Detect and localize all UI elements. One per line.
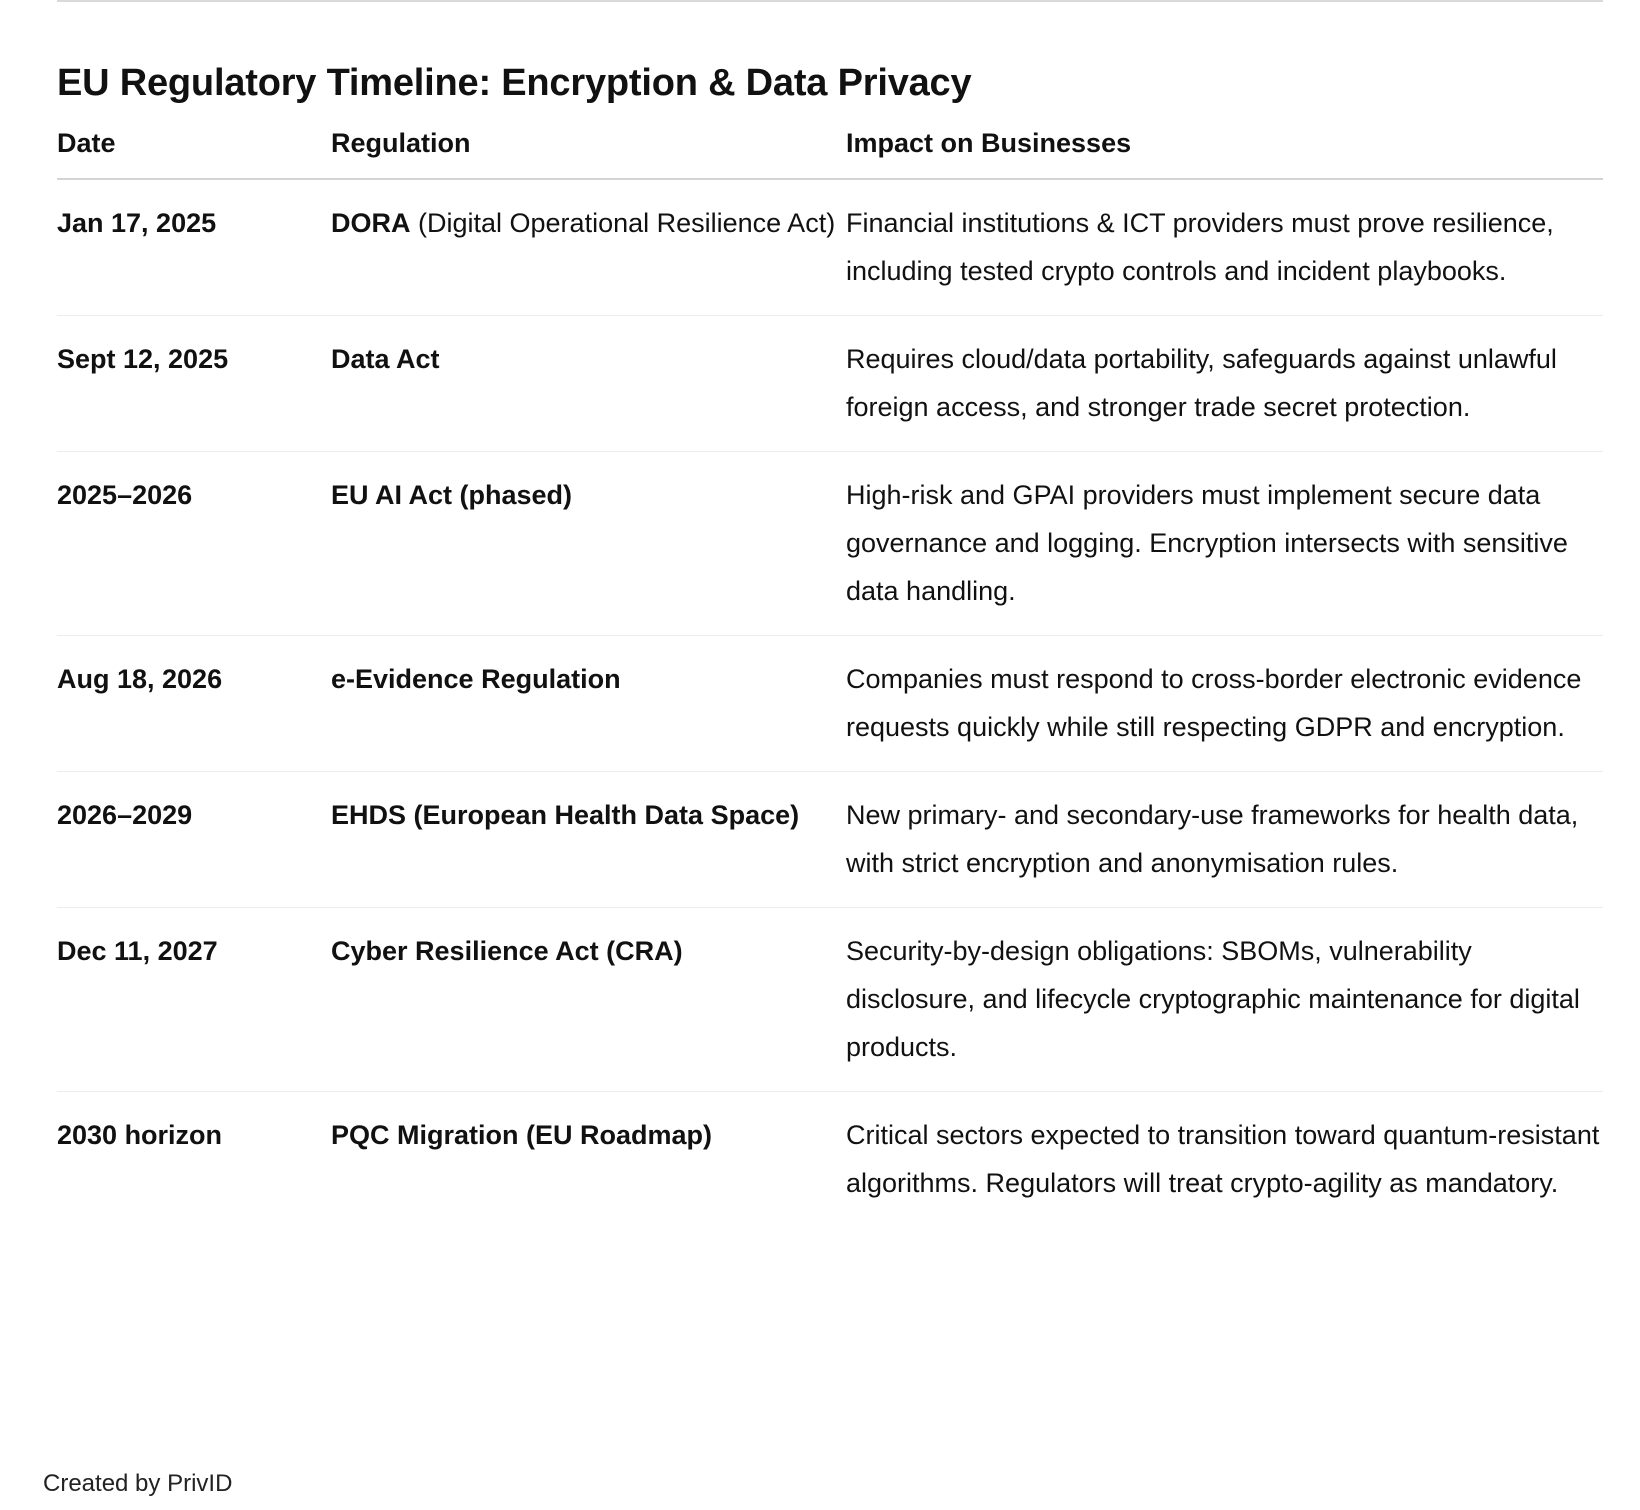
row-date: 2025–2026	[57, 452, 331, 636]
footer-credit: Created by PrivID	[43, 1470, 233, 1497]
regulation-name: DORA	[331, 208, 411, 238]
top-divider	[57, 0, 1603, 2]
table-row	[57, 179, 1603, 316]
row-regulation: Data Act	[331, 316, 846, 452]
row-impact: Security-by-design obligations: SBOMs, vulnerability disclosure, and lifecycle cryptographic maintenance for digital products.	[846, 908, 1603, 1092]
column-header-impact: Impact on Businesses	[846, 128, 1603, 179]
table-header-row	[57, 128, 1603, 179]
row-impact: Critical sectors expected to transition toward quantum-resistant algorithms. Regulators will treat crypto-agility as mandatory.	[846, 1120, 1600, 1198]
row-regulation: Cyber Resilience Act (CRA)	[331, 908, 846, 1092]
row-regulation	[331, 179, 846, 316]
row-date: 2026–2029	[57, 772, 331, 908]
row-regulation: PQC Migration (EU Roadmap)	[331, 1120, 713, 1150]
row-date: Jan 17, 2025	[57, 179, 331, 316]
table-row	[57, 636, 1603, 772]
row-impact: Financial institutions & ICT providers must prove resilience, including tested crypto controls and incident playbooks.	[846, 179, 1603, 316]
row-date: Aug 18, 2026	[57, 636, 331, 772]
row-impact: Requires cloud/data portability, safeguards against unlawful foreign access, and stronger trade secret protection.	[846, 316, 1603, 452]
row-regulation: EHDS (European Health Data Space)	[331, 772, 846, 908]
row-impact: Companies must respond to cross-border electronic evidence requests quickly while still respecting GDPR and encryption.	[846, 636, 1603, 772]
row-date: 2030 horizon	[57, 1120, 223, 1150]
column-header-regulation: Regulation	[331, 128, 846, 179]
column-header-date: Date	[57, 128, 331, 179]
row-regulation: EU AI Act (phased)	[331, 452, 846, 636]
regulation-detail: (Digital Operational Resilience Act)	[410, 208, 836, 238]
regulatory-timeline-table	[57, 128, 1603, 1227]
table-row	[57, 908, 1603, 1092]
row-date: Sept 12, 2025	[57, 316, 331, 452]
table-row	[57, 316, 1603, 452]
row-date: Dec 11, 2027	[57, 908, 331, 1092]
table-row	[57, 452, 1603, 636]
row-regulation: e-Evidence Regulation	[331, 636, 846, 772]
table-row	[57, 772, 1603, 908]
page-title: EU Regulatory Timeline: Encryption & Data Privacy	[57, 62, 972, 104]
table-row	[57, 1092, 1603, 1228]
row-impact: High-risk and GPAI providers must implement secure data governance and logging. Encryption intersects with sensitive data handling.	[846, 452, 1603, 636]
row-impact: New primary- and secondary-use frameworks for health data, with strict encryption and anonymisation rules.	[846, 772, 1603, 908]
